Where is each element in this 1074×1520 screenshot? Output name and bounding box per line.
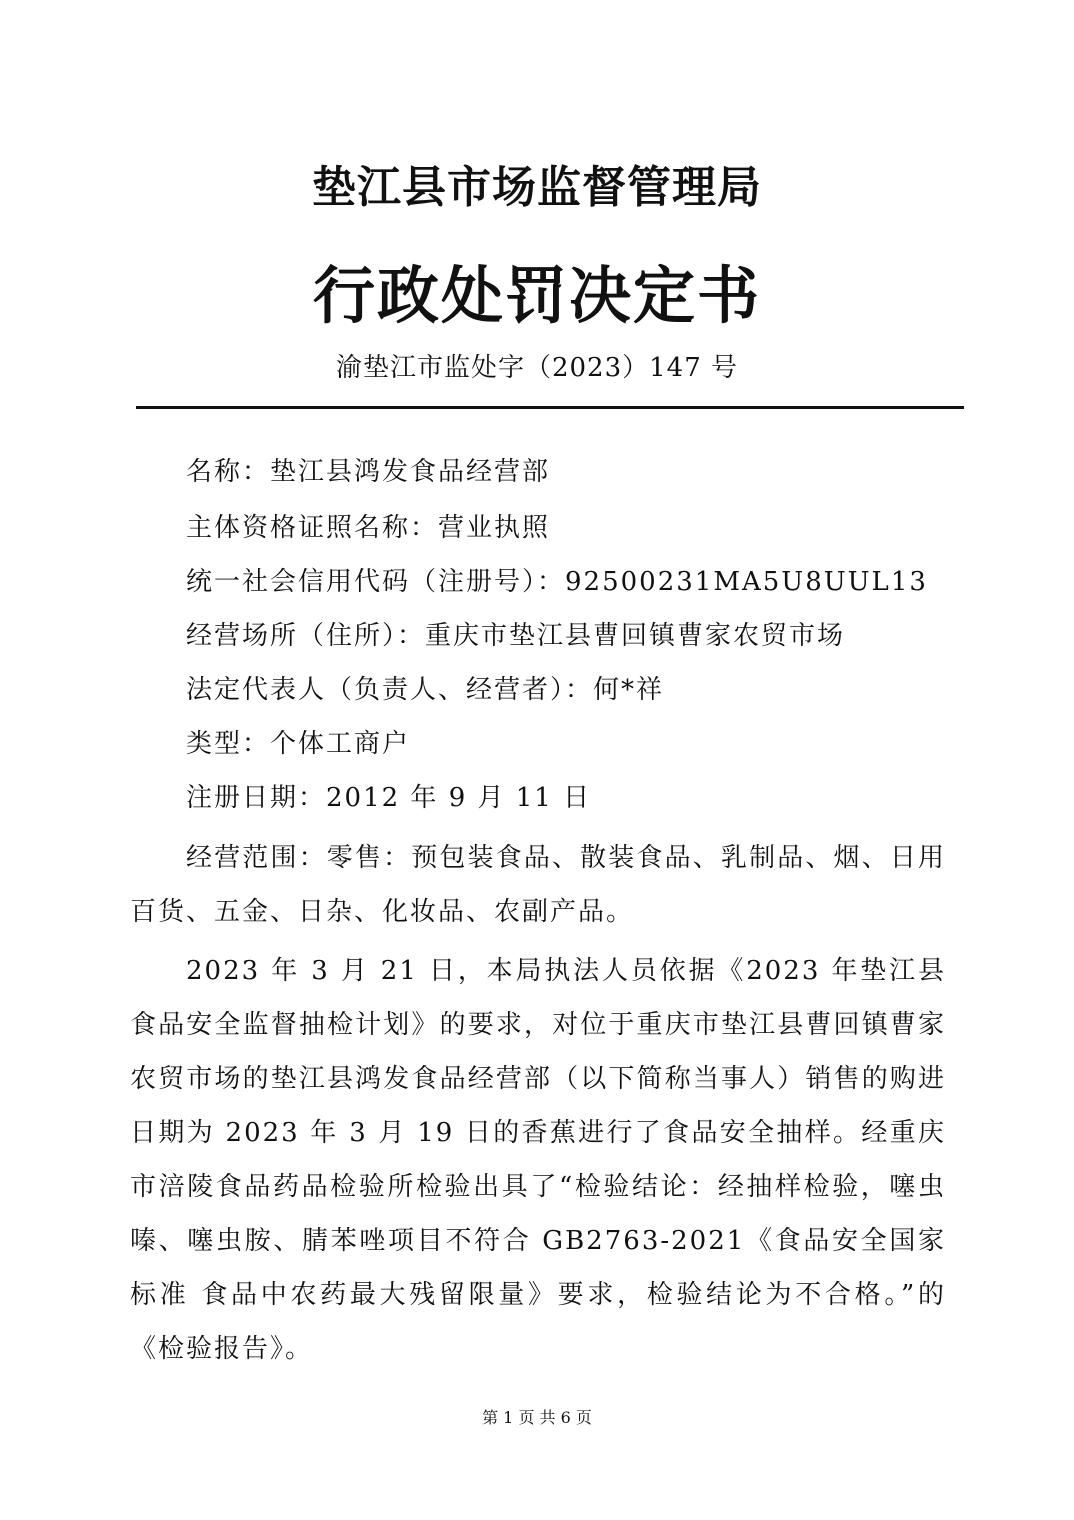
document-title: 行政处罚决定书	[312, 259, 761, 332]
business-scope-paragraph: 经营范围：零售：预包装食品、散装食品、乳制品、烟、日用百货、五金、日杂、化妆品、农副产品。	[130, 843, 946, 927]
page-indicator: 第 1 页 共 6 页	[482, 1408, 592, 1427]
org-title: 垫江县市场监督管理局	[312, 162, 762, 213]
field-type: 类型：个体工商户	[186, 729, 411, 759]
field-address: 经营场所（住所）：重庆市垫江县曹回镇曹家农贸市场	[186, 621, 846, 651]
field-name: 名称：垫江县鸿发食品经营部	[186, 457, 551, 487]
header-divider	[136, 406, 964, 409]
field-registration-date: 注册日期：2012 年 9 月 11 日	[186, 783, 592, 813]
field-credit-code: 统一社会信用代码（注册号）：92500231MA5U8UUL13	[186, 567, 928, 597]
document-number: 渝垫江市监处字（2023）147 号	[335, 353, 739, 383]
field-license-name: 主体资格证照名称：营业执照	[186, 513, 551, 543]
field-legal-representative: 法定代表人（负责人、经营者）：何*祥	[186, 675, 665, 705]
case-facts-paragraph: 2023 年 3 月 21 日，本局执法人员依据《2023 年垫江县食品安全监督抽检计划》的要求，对位于重庆市垫江县曹回镇曹家农贸市场的垫江县鸿发食品经营部（以下简称当事人）销售的购进日期为 2023 年 3 月 19 日的香蕉进行了食品安全抽样。经重庆市涪陵食品药品检验所检验出具了“检验结论：经抽样检验，噻虫嗪、噻虫胺、腈苯唑项目不符合 GB2763-2021《食品安全国家标准 食品中农药最大残留限量》要求，检验结论为不合格。”的《检验报告》。	[130, 956, 946, 1364]
